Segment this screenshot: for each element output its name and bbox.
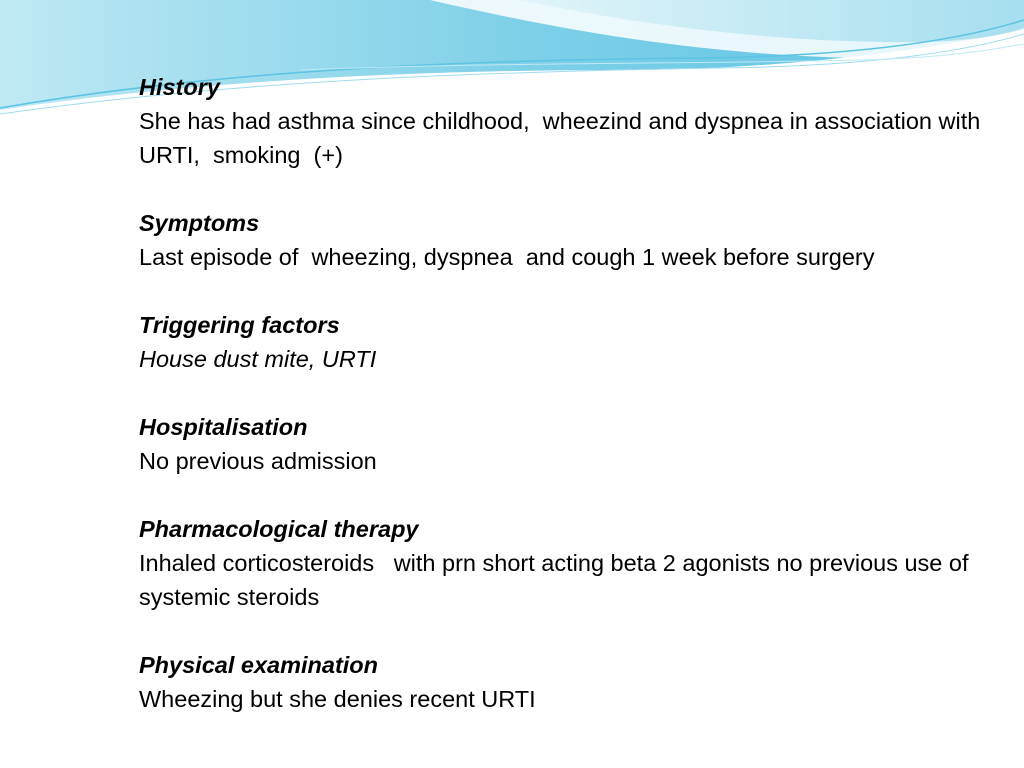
section-body: No previous admission bbox=[139, 448, 377, 474]
section-pharmacological-therapy bbox=[139, 512, 999, 614]
section-heading: History bbox=[139, 74, 220, 100]
section-heading: Pharmacological therapy bbox=[139, 516, 419, 542]
section-heading: Symptoms bbox=[139, 210, 260, 236]
section-body: She has had asthma since childhood, wheezind and dyspnea in association with URTI, smoking (+) bbox=[139, 108, 987, 168]
section-heading: Hospitalisation bbox=[139, 414, 308, 440]
section-body: House dust mite, URTI bbox=[139, 346, 377, 372]
section-symptoms bbox=[139, 206, 999, 274]
section-triggering-factors bbox=[139, 308, 999, 376]
slide-content bbox=[139, 70, 999, 716]
section-physical-examination bbox=[139, 648, 999, 716]
section-heading: Physical examination bbox=[139, 652, 379, 678]
section-body: Wheezing but she denies recent URTI bbox=[139, 686, 536, 712]
section-body: Inhaled corticosteroids with prn short acting beta 2 agonists no previous use of systemic steroids bbox=[139, 550, 976, 610]
section-history bbox=[139, 70, 999, 172]
section-hospitalisation bbox=[139, 410, 999, 478]
section-heading: Triggering factors bbox=[139, 312, 340, 338]
section-body: Last episode of wheezing, dyspnea and cough 1 week before surgery bbox=[139, 244, 875, 270]
